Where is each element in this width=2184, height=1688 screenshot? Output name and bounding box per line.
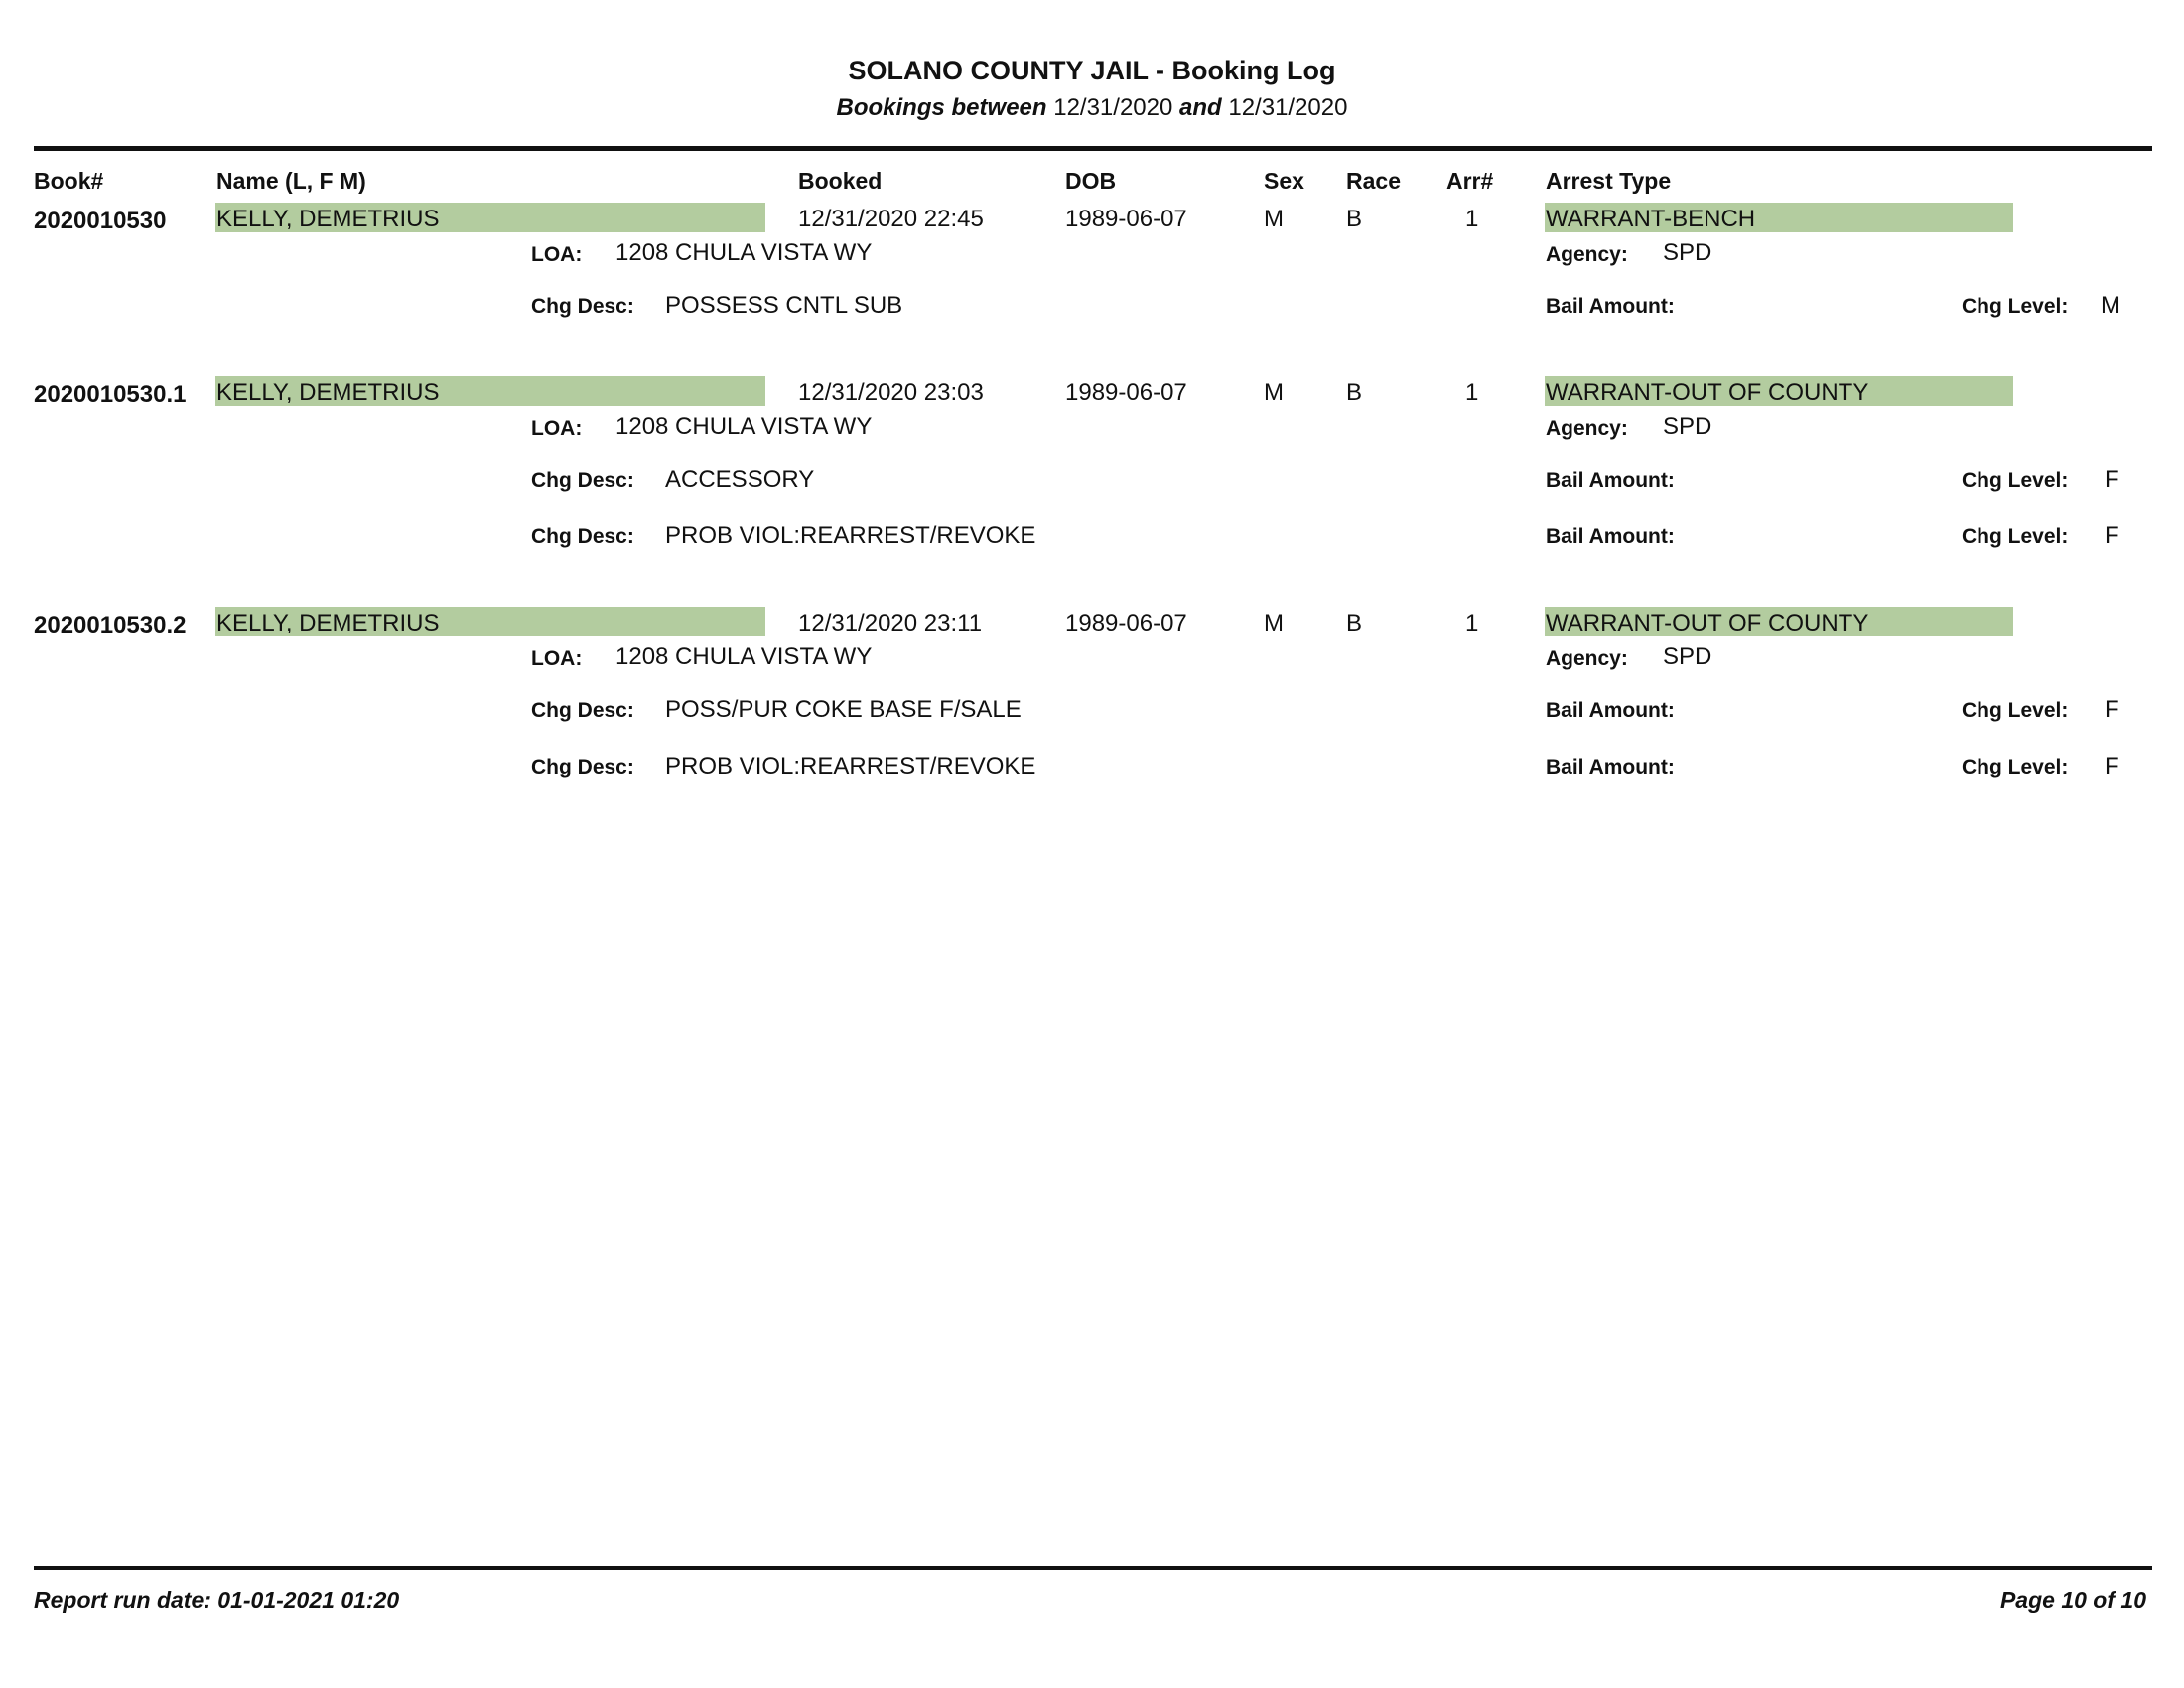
loa-label: LOA: — [531, 647, 583, 670]
loa-label: LOA: — [531, 243, 583, 266]
chg-desc-value: PROB VIOL:REARREST/REVOKE — [665, 753, 1036, 779]
sex: M — [1264, 206, 1284, 232]
col-header-arr: Arr# — [1446, 168, 1494, 194]
chg-desc-label: Chg Desc: — [531, 525, 634, 548]
loa-value: 1208 CHULA VISTA WY — [615, 239, 873, 266]
chg-level-value: F — [2105, 753, 2119, 779]
dob: 1989-06-07 — [1065, 379, 1187, 406]
book-number: 2020010530 — [34, 208, 167, 234]
sex: M — [1264, 610, 1284, 636]
chg-desc-label: Chg Desc: — [531, 756, 634, 778]
chg-level-value: F — [2105, 696, 2119, 723]
loa-value: 1208 CHULA VISTA WY — [615, 643, 873, 670]
inmate-name: KELLY, DEMETRIUS — [216, 379, 440, 406]
dob: 1989-06-07 — [1065, 206, 1187, 232]
chg-desc-label: Chg Desc: — [531, 469, 634, 492]
arrest-type: WARRANT-OUT OF COUNTY — [1546, 610, 1869, 636]
report-subtitle — [0, 94, 2184, 122]
col-header-dob: DOB — [1065, 168, 1117, 194]
race: B — [1346, 206, 1363, 232]
col-header-arrest-type: Arrest Type — [1546, 168, 1672, 194]
chg-desc-value: POSSESS CNTL SUB — [665, 292, 903, 319]
report-title: SOLANO COUNTY JAIL - Booking Log — [848, 56, 1336, 85]
bail-amount-label: Bail Amount: — [1546, 756, 1675, 778]
arrest-type: WARRANT-OUT OF COUNTY — [1546, 379, 1869, 406]
end-date: 12/31/2020 — [1228, 94, 1348, 121]
race: B — [1346, 610, 1363, 636]
header-rule — [34, 146, 2152, 151]
arrest-number: 1 — [1465, 379, 1479, 406]
chg-level-value: F — [2105, 466, 2119, 492]
bail-amount-label: Bail Amount: — [1546, 699, 1675, 722]
report-run-date: Report run date: 01-01-2021 01:20 — [34, 1587, 400, 1613]
agency-label: Agency: — [1546, 417, 1628, 440]
booked-datetime: 12/31/2020 23:11 — [798, 610, 983, 636]
agency-value: SPD — [1663, 413, 1712, 440]
agency-value: SPD — [1663, 239, 1712, 266]
chg-desc-value: POSS/PUR COKE BASE F/SALE — [665, 696, 1022, 723]
col-header-book: Book# — [34, 168, 104, 194]
agency-label: Agency: — [1546, 243, 1628, 266]
chg-level-label: Chg Level: — [1962, 469, 2069, 492]
arrest-type: WARRANT-BENCH — [1546, 206, 1756, 232]
arrest-number: 1 — [1465, 206, 1479, 232]
start-date: 12/31/2020 — [1053, 94, 1173, 121]
chg-desc-value: PROB VIOL:REARREST/REVOKE — [665, 522, 1036, 549]
inmate-name: KELLY, DEMETRIUS — [216, 610, 440, 636]
bail-amount-label: Bail Amount: — [1546, 469, 1675, 492]
sex: M — [1264, 379, 1284, 406]
chg-level-value: F — [2105, 522, 2119, 549]
booked-datetime: 12/31/2020 22:45 — [798, 206, 984, 232]
race: B — [1346, 379, 1363, 406]
agency-label: Agency: — [1546, 647, 1628, 670]
footer-rule — [34, 1566, 2152, 1570]
col-header-booked: Booked — [798, 168, 883, 194]
chg-level-label: Chg Level: — [1962, 295, 2069, 318]
col-header-name: Name (L, F M) — [216, 168, 366, 194]
subtitle-and: and — [1179, 94, 1222, 121]
agency-value: SPD — [1663, 643, 1712, 670]
chg-desc-label: Chg Desc: — [531, 699, 634, 722]
col-header-race: Race — [1346, 168, 1401, 194]
chg-level-label: Chg Level: — [1962, 699, 2069, 722]
page-number: Page 10 of 10 — [1999, 1587, 2146, 1613]
chg-level-value: M — [2101, 292, 2120, 319]
col-header-sex: Sex — [1264, 168, 1304, 194]
inmate-name: KELLY, DEMETRIUS — [216, 206, 440, 232]
loa-label: LOA: — [531, 417, 583, 440]
chg-level-label: Chg Level: — [1962, 525, 2069, 548]
arrest-number: 1 — [1465, 610, 1479, 636]
chg-level-label: Chg Level: — [1962, 756, 2069, 778]
book-number: 2020010530.1 — [34, 381, 187, 408]
loa-value: 1208 CHULA VISTA WY — [615, 413, 873, 440]
chg-desc-value: ACCESSORY — [665, 466, 815, 492]
subtitle-prefix: Bookings between — [836, 94, 1047, 121]
bail-amount-label: Bail Amount: — [1546, 295, 1675, 318]
dob: 1989-06-07 — [1065, 610, 1187, 636]
bail-amount-label: Bail Amount: — [1546, 525, 1675, 548]
booked-datetime: 12/31/2020 23:03 — [798, 379, 984, 406]
chg-desc-label: Chg Desc: — [531, 295, 634, 318]
book-number: 2020010530.2 — [34, 612, 187, 638]
